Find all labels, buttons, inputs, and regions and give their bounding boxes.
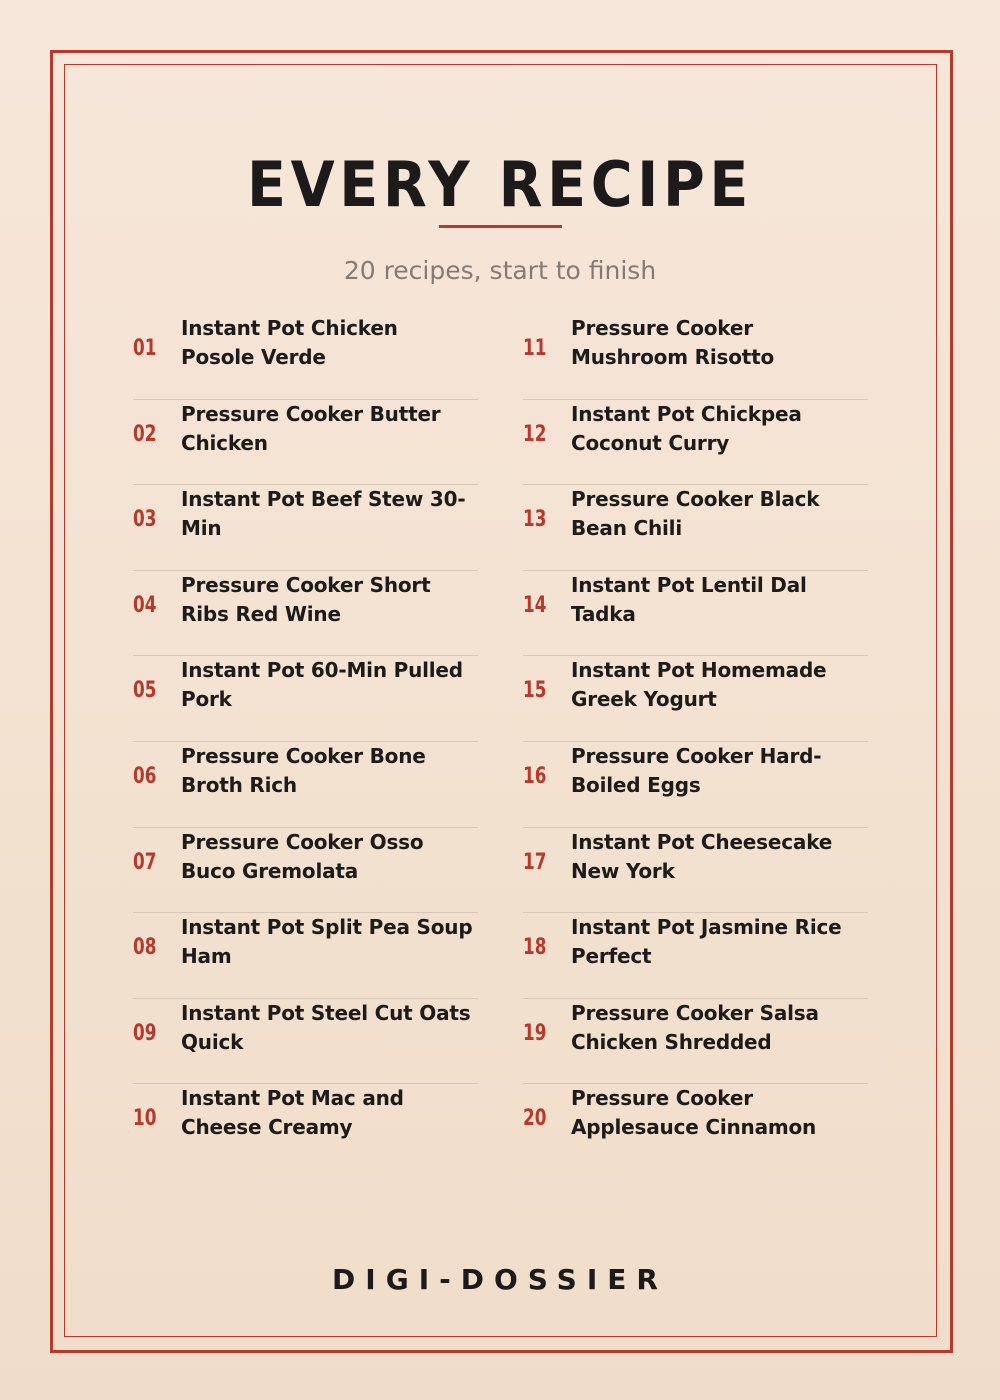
recipe-name-line-1: Pressure Cooker Butter xyxy=(181,401,441,426)
recipe-name xyxy=(571,1084,871,1142)
recipe-name-line-1: Instant Pot Cheesecake xyxy=(571,829,833,854)
recipe-name xyxy=(181,314,481,372)
recipe-name xyxy=(181,656,481,714)
recipe-name xyxy=(181,485,481,543)
recipe-name xyxy=(571,742,871,800)
recipe-name-line-2: Bean Chili xyxy=(571,516,682,541)
recipe-name-line-1: Instant Pot Split Pea Soup xyxy=(181,915,473,940)
recipe-name xyxy=(571,656,871,714)
recipe-name xyxy=(571,913,871,971)
recipe-list-item[interactable] xyxy=(523,400,868,486)
recipe-name-line-1: Pressure Cooker Hard- xyxy=(571,743,822,768)
recipe-name-line-1: Instant Pot Jasmine Rice xyxy=(571,915,842,940)
recipe-number: 08 xyxy=(133,935,157,961)
recipe-number: 13 xyxy=(523,507,547,533)
recipe-name-line-1: Instant Pot Mac and xyxy=(181,1086,404,1111)
recipe-number: 20 xyxy=(523,1106,547,1132)
recipe-number: 03 xyxy=(133,507,157,533)
page-subtitle: 20 recipes, start to finish xyxy=(343,256,657,285)
recipe-list-right xyxy=(523,314,868,1170)
page-title: EVERY RECIPE xyxy=(247,148,753,221)
recipe-list-item[interactable] xyxy=(523,913,868,999)
recipe-number: 16 xyxy=(523,763,547,789)
recipe-name xyxy=(571,999,871,1057)
recipe-list-item[interactable] xyxy=(133,999,478,1085)
recipe-name-line-2: Broth Rich xyxy=(181,772,297,797)
brand-footer: DIGI-DOSSIER xyxy=(332,1263,668,1296)
recipe-name-line-2: New York xyxy=(571,858,675,883)
recipe-name-line-2: Mushroom Risotto xyxy=(571,345,774,369)
recipe-number: 11 xyxy=(523,336,547,361)
recipe-list-item[interactable] xyxy=(523,828,868,914)
recipe-number: 12 xyxy=(523,421,547,447)
recipe-number: 10 xyxy=(133,1106,157,1132)
recipe-list-item[interactable] xyxy=(523,1084,868,1170)
recipe-name-line-2: Ham xyxy=(181,944,232,969)
recipe-name-line-2: Cheese Creamy xyxy=(181,1115,353,1140)
recipe-name xyxy=(571,400,871,458)
recipe-number: 19 xyxy=(523,1020,547,1046)
recipe-list-item[interactable] xyxy=(133,1084,478,1170)
recipe-name xyxy=(571,571,871,629)
recipe-number: 04 xyxy=(133,592,157,618)
recipe-name-line-2: Applesauce Cinnamon xyxy=(571,1115,817,1140)
recipe-number: 18 xyxy=(523,935,547,961)
recipe-number: 02 xyxy=(133,421,157,447)
recipe-number: 07 xyxy=(133,849,157,875)
recipe-name xyxy=(181,400,481,458)
recipe-list-item[interactable] xyxy=(133,485,478,571)
recipe-name-line-2: Chicken xyxy=(181,430,268,455)
recipe-name-line-1: Pressure Cooker Salsa xyxy=(571,1000,819,1025)
recipe-name xyxy=(181,742,481,800)
recipe-name-line-2: Tadka xyxy=(571,601,636,626)
recipe-name xyxy=(181,571,481,629)
recipe-list-item[interactable] xyxy=(133,913,478,999)
recipe-list-left xyxy=(133,314,478,1170)
recipe-list-item[interactable] xyxy=(523,656,868,742)
recipe-number: 05 xyxy=(133,678,157,704)
recipe-list-item[interactable] xyxy=(523,999,868,1085)
recipe-name xyxy=(571,485,871,543)
recipe-number: 17 xyxy=(523,849,547,875)
recipe-name-line-1: Pressure Cooker Black xyxy=(571,487,820,512)
recipe-name xyxy=(571,828,871,886)
recipe-name xyxy=(181,913,481,971)
recipe-list-item[interactable] xyxy=(523,485,868,571)
recipe-name-line-1: Instant Pot Lentil Dal xyxy=(571,572,807,597)
recipe-name-line-2: Chicken Shredded xyxy=(571,1029,772,1054)
recipe-name-line-2: Pork xyxy=(181,687,232,712)
recipe-number: 15 xyxy=(523,678,547,704)
recipe-name-line-1: Instant Pot Homemade xyxy=(571,658,827,683)
recipe-name-line-1: Pressure Cooker Bone xyxy=(181,743,426,768)
recipe-name-line-1: Pressure Cooker Short xyxy=(181,572,431,597)
recipe-name-line-2: Min xyxy=(181,516,222,541)
recipe-name-line-2: Boiled Eggs xyxy=(571,772,701,797)
recipe-number: 06 xyxy=(133,763,157,789)
recipe-name-line-1: Pressure Cooker xyxy=(571,1086,753,1111)
recipe-list-item[interactable] xyxy=(523,571,868,657)
recipe-name-line-2: Coconut Curry xyxy=(571,430,730,455)
recipe-list-item[interactable] xyxy=(133,828,478,914)
recipe-list-item[interactable] xyxy=(133,314,478,400)
title-underline xyxy=(439,225,562,228)
recipe-name-line-1: Instant Pot Steel Cut Oats xyxy=(181,1000,471,1025)
recipe-number: 09 xyxy=(133,1020,157,1046)
recipe-name xyxy=(181,828,481,886)
recipe-list-item[interactable] xyxy=(133,742,478,828)
recipe-name-line-1: Pressure Cooker xyxy=(571,316,753,340)
recipe-name-line-1: Pressure Cooker Osso xyxy=(181,829,424,854)
recipe-name-line-1: Instant Pot Beef Stew 30- xyxy=(181,487,466,512)
recipe-number: 14 xyxy=(523,592,547,618)
recipe-name xyxy=(571,314,871,372)
recipe-name-line-2: Perfect xyxy=(571,944,652,969)
recipe-list-item[interactable] xyxy=(133,656,478,742)
recipe-list-item[interactable] xyxy=(523,742,868,828)
recipe-name-line-1: Instant Pot Chicken xyxy=(181,316,398,340)
recipe-name-line-2: Greek Yogurt xyxy=(571,687,717,712)
recipe-name-line-2: Buco Gremolata xyxy=(181,858,359,883)
recipe-name-line-2: Posole Verde xyxy=(181,345,326,369)
recipe-name-line-1: Instant Pot 60-Min Pulled xyxy=(181,658,463,683)
recipe-name-line-2: Ribs Red Wine xyxy=(181,601,341,626)
recipe-name-line-2: Quick xyxy=(181,1029,244,1054)
recipe-list-item[interactable] xyxy=(523,314,868,400)
recipe-name xyxy=(181,1084,481,1142)
recipe-name xyxy=(181,999,481,1057)
recipe-name-line-1: Instant Pot Chickpea xyxy=(571,401,802,426)
recipe-list-item[interactable] xyxy=(133,400,478,486)
recipe-number: 01 xyxy=(133,336,157,361)
recipe-list-item[interactable] xyxy=(133,571,478,657)
